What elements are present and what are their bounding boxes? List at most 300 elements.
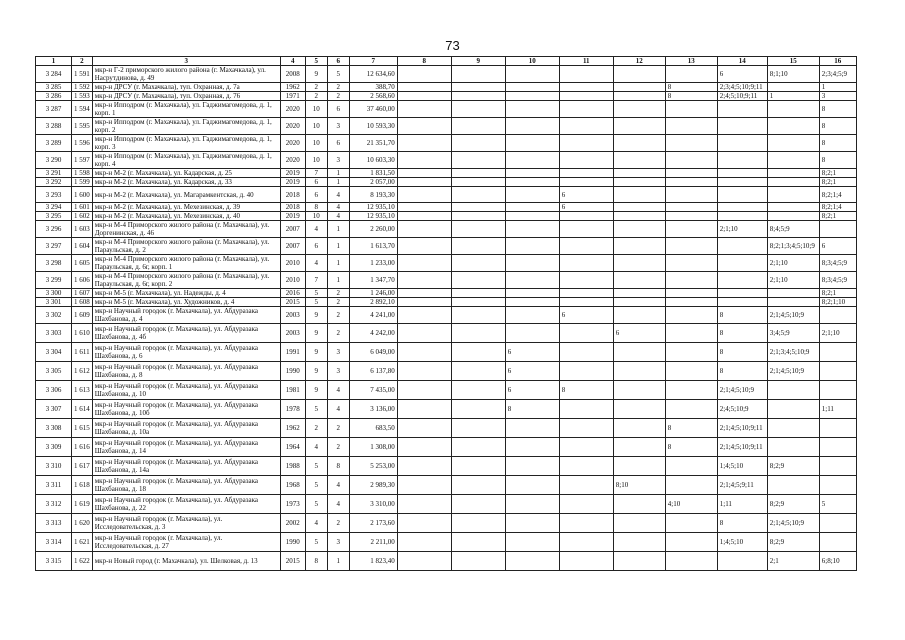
table-cell-c2: 1 603 xyxy=(72,221,93,238)
table-cell-c4: 1990 xyxy=(280,533,305,552)
table-cell-c13 xyxy=(665,298,717,307)
table-cell-c15: 2;1;3;4;5;10;9 xyxy=(767,343,819,362)
table-cell-c7: 2 989,30 xyxy=(349,476,397,495)
table-cell-c2: 1 594 xyxy=(72,101,93,118)
table-cell-c13 xyxy=(665,66,717,83)
table-row xyxy=(36,400,857,419)
table-cell-c11 xyxy=(559,221,613,238)
table-cell-c10 xyxy=(505,66,559,83)
table-cell-c3: мкр-н М-4 Приморского жилого района (г. Махачкала), ул. Параульская, д. 6г, корп. 1 xyxy=(92,255,280,272)
table-row xyxy=(36,118,857,135)
table-cell-c7: 3 136,00 xyxy=(349,400,397,419)
table-cell-c8 xyxy=(397,212,451,221)
table-cell-c8 xyxy=(397,495,451,514)
table-cell-c10 xyxy=(505,438,559,457)
table-cell-c6: 4 xyxy=(327,187,349,203)
table-cell-c4: 1964 xyxy=(280,438,305,457)
table-cell-c7: 2 173,60 xyxy=(349,514,397,533)
table-cell-c16 xyxy=(819,533,856,552)
table-cell-c5: 8 xyxy=(305,552,327,571)
table-cell-c12 xyxy=(613,419,665,438)
table-cell-c3: мкр-н Научный городок (г. Махачкала), ул. Абдуразака Шахбанова, д. 4б xyxy=(92,324,280,343)
table-cell-c9 xyxy=(451,135,505,152)
table-cell-c3: мкр-н ДРСУ (г. Махачкала), туп. Охранная, д. 7а xyxy=(92,83,280,92)
table-cell-c2: 1 597 xyxy=(72,152,93,169)
table-cell-c10 xyxy=(505,419,559,438)
table-cell-c8 xyxy=(397,66,451,83)
table-cell-c10 xyxy=(505,552,559,571)
table-cell-c9 xyxy=(451,169,505,178)
table-cell-c6: 2 xyxy=(327,92,349,101)
table-cell-c15 xyxy=(767,203,819,212)
table-cell-c8 xyxy=(397,400,451,419)
table-cell-c2: 1 611 xyxy=(72,343,93,362)
table-cell-c8 xyxy=(397,203,451,212)
table-cell-c4: 2003 xyxy=(280,307,305,324)
table-cell-c12 xyxy=(613,135,665,152)
table-cell-c8 xyxy=(397,324,451,343)
table-cell-c10 xyxy=(505,289,559,298)
table-cell-c16 xyxy=(819,362,856,381)
table-cell-c1: 3 312 xyxy=(36,495,72,514)
table-cell-c7: 10 593,30 xyxy=(349,118,397,135)
table-cell-c13 xyxy=(665,514,717,533)
table-cell-c16: 3 xyxy=(819,92,856,101)
table-cell-c14 xyxy=(717,552,767,571)
table-cell-c16: 8 xyxy=(819,152,856,169)
table-cell-c6: 8 xyxy=(327,457,349,476)
table-cell-c8 xyxy=(397,381,451,400)
table-cell-c13 xyxy=(665,152,717,169)
table-cell-c13 xyxy=(665,343,717,362)
table-cell-c11 xyxy=(559,272,613,289)
table-row xyxy=(36,419,857,438)
table-cell-c13 xyxy=(665,212,717,221)
table-cell-c14: 8 xyxy=(717,362,767,381)
table-cell-c3: мкр-н Научный городок (г. Махачкала), ул. Абдуразака Шахбанова, д. 8 xyxy=(92,362,280,381)
table-cell-c3: мкр-н ДРСУ (г. Махачкала), туп. Охранная, д. 76 xyxy=(92,92,280,101)
table-cell-c4: 2002 xyxy=(280,514,305,533)
table-cell-c4: 2010 xyxy=(280,272,305,289)
table-cell-c7: 37 460,00 xyxy=(349,101,397,118)
table-cell-c10 xyxy=(505,118,559,135)
table-cell-c1: 3 295 xyxy=(36,212,72,221)
table-cell-c9 xyxy=(451,324,505,343)
page-number: 73 xyxy=(445,38,460,53)
table-cell-c11 xyxy=(559,238,613,255)
table-cell-c4: 2010 xyxy=(280,255,305,272)
table-row xyxy=(36,381,857,400)
table-cell-c13: 8 xyxy=(665,419,717,438)
table-cell-c9 xyxy=(451,118,505,135)
table-cell-c14 xyxy=(717,135,767,152)
table-cell-c11 xyxy=(559,438,613,457)
column-header: 12 xyxy=(613,57,665,66)
table-cell-c16: 1 xyxy=(819,83,856,92)
table-cell-c5: 4 xyxy=(305,438,327,457)
table-cell-c9 xyxy=(451,495,505,514)
table-cell-c1: 3 290 xyxy=(36,152,72,169)
table-cell-c8 xyxy=(397,135,451,152)
column-header: 2 xyxy=(72,57,93,66)
table-cell-c6: 1 xyxy=(327,255,349,272)
table-row xyxy=(36,221,857,238)
table-cell-c7: 2 057,00 xyxy=(349,178,397,187)
table-cell-c15 xyxy=(767,178,819,187)
table-cell-c3: мкр-н М-2 (г. Махачкала), ул. Мехезинская, д. 39 xyxy=(92,203,280,212)
table-cell-c6: 2 xyxy=(327,419,349,438)
table-cell-c6: 1 xyxy=(327,221,349,238)
column-header: 6 xyxy=(327,57,349,66)
table-cell-c11 xyxy=(559,101,613,118)
table-cell-c10 xyxy=(505,135,559,152)
column-header: 8 xyxy=(397,57,451,66)
table-cell-c11 xyxy=(559,419,613,438)
table-cell-c5: 5 xyxy=(305,495,327,514)
table-cell-c16: 8;2;1;10 xyxy=(819,298,856,307)
table-cell-c6: 4 xyxy=(327,203,349,212)
table-cell-c4: 2020 xyxy=(280,118,305,135)
table-cell-c5: 6 xyxy=(305,187,327,203)
table-cell-c4: 2020 xyxy=(280,152,305,169)
table-cell-c12 xyxy=(613,169,665,178)
table-cell-c6: 6 xyxy=(327,101,349,118)
table-cell-c11 xyxy=(559,178,613,187)
table-cell-c5: 2 xyxy=(305,419,327,438)
table-cell-c2: 1 620 xyxy=(72,514,93,533)
table-cell-c15 xyxy=(767,476,819,495)
table-cell-c13 xyxy=(665,255,717,272)
table-cell-c10 xyxy=(505,178,559,187)
table-cell-c4: 1971 xyxy=(280,92,305,101)
table-cell-c8 xyxy=(397,514,451,533)
table-cell-c9 xyxy=(451,83,505,92)
table-row xyxy=(36,238,857,255)
table-cell-c7: 3 310,00 xyxy=(349,495,397,514)
table-cell-c10 xyxy=(505,307,559,324)
table-cell-c1: 3 294 xyxy=(36,203,72,212)
table-cell-c16 xyxy=(819,419,856,438)
table-cell-c11 xyxy=(559,476,613,495)
table-cell-c12 xyxy=(613,307,665,324)
table-cell-c5: 5 xyxy=(305,289,327,298)
table-cell-c1: 3 293 xyxy=(36,187,72,203)
table-cell-c12 xyxy=(613,400,665,419)
table-cell-c6: 6 xyxy=(327,135,349,152)
table-cell-c13 xyxy=(665,169,717,178)
table-cell-c8 xyxy=(397,457,451,476)
table-cell-c13 xyxy=(665,400,717,419)
column-header: 5 xyxy=(305,57,327,66)
table-cell-c15 xyxy=(767,83,819,92)
table-cell-c16: 6;8;10 xyxy=(819,552,856,571)
column-header: 1 xyxy=(36,57,72,66)
column-header: 11 xyxy=(559,57,613,66)
table-cell-c8 xyxy=(397,169,451,178)
table-cell-c9 xyxy=(451,533,505,552)
table-cell-c14 xyxy=(717,169,767,178)
table-cell-c7: 2 260,00 xyxy=(349,221,397,238)
table-cell-c12 xyxy=(613,212,665,221)
table-cell-c9 xyxy=(451,438,505,457)
table-cell-c1: 3 307 xyxy=(36,400,72,419)
table-cell-c13 xyxy=(665,324,717,343)
column-header: 14 xyxy=(717,57,767,66)
table-cell-c12 xyxy=(613,343,665,362)
table-cell-c11 xyxy=(559,152,613,169)
table-cell-c8 xyxy=(397,533,451,552)
table-cell-c11: 8 xyxy=(559,381,613,400)
table-cell-c5: 2 xyxy=(305,92,327,101)
table-cell-c2: 1 619 xyxy=(72,495,93,514)
table-cell-c13: 8 xyxy=(665,438,717,457)
table-cell-c3: мкр-н Г-2 приморского жилого района (г. Махачкала), ул. Насрутдинова, д. 49 xyxy=(92,66,280,83)
table-cell-c8 xyxy=(397,272,451,289)
table-cell-c12 xyxy=(613,362,665,381)
table-cell-c5: 10 xyxy=(305,101,327,118)
table-cell-c15 xyxy=(767,400,819,419)
table-row xyxy=(36,203,857,212)
table-cell-c14 xyxy=(717,289,767,298)
table-cell-c8 xyxy=(397,438,451,457)
table-cell-c11 xyxy=(559,135,613,152)
table-cell-c6: 2 xyxy=(327,307,349,324)
table-cell-c3: мкр-н Научный городок (г. Махачкала), ул. Абдуразака Шахбанова, д. 18 xyxy=(92,476,280,495)
table-cell-c5: 10 xyxy=(305,135,327,152)
housing-register-table xyxy=(35,56,857,571)
table-cell-c15 xyxy=(767,152,819,169)
table-row xyxy=(36,343,857,362)
table-cell-c9 xyxy=(451,187,505,203)
table-cell-c4: 2020 xyxy=(280,101,305,118)
table-cell-c8 xyxy=(397,101,451,118)
table-cell-c16: 8;2;1 xyxy=(819,212,856,221)
table-cell-c12 xyxy=(613,533,665,552)
table-cell-c16: 1;11 xyxy=(819,400,856,419)
column-header: 13 xyxy=(665,57,717,66)
table-cell-c5: 9 xyxy=(305,324,327,343)
table-cell-c11 xyxy=(559,495,613,514)
table-cell-c2: 1 612 xyxy=(72,362,93,381)
table-cell-c13 xyxy=(665,238,717,255)
table-cell-c5: 4 xyxy=(305,221,327,238)
table-cell-c16: 8;2;1;4 xyxy=(819,187,856,203)
table-cell-c11 xyxy=(559,169,613,178)
table-cell-c15: 2;1;4;5;10;9 xyxy=(767,514,819,533)
table-cell-c3: мкр-н Научный городок (г. Махачкала), ул. Абдуразака Шахбанова, д. 14 xyxy=(92,438,280,457)
table-cell-c1: 3 296 xyxy=(36,221,72,238)
table-cell-c8 xyxy=(397,476,451,495)
table-cell-c11 xyxy=(559,92,613,101)
table-cell-c11: 6 xyxy=(559,203,613,212)
table-cell-c1: 3 303 xyxy=(36,324,72,343)
table-cell-c5: 5 xyxy=(305,533,327,552)
table-cell-c14 xyxy=(717,203,767,212)
table-cell-c6: 1 xyxy=(327,178,349,187)
table-cell-c13 xyxy=(665,533,717,552)
table-cell-c13: 4;10 xyxy=(665,495,717,514)
table-cell-c6: 1 xyxy=(327,238,349,255)
table-cell-c14 xyxy=(717,118,767,135)
table-cell-c11 xyxy=(559,533,613,552)
table-row xyxy=(36,476,857,495)
table-cell-c11 xyxy=(559,514,613,533)
table-cell-c9 xyxy=(451,66,505,83)
table-cell-c15 xyxy=(767,135,819,152)
table-cell-c11 xyxy=(559,212,613,221)
table-row xyxy=(36,514,857,533)
table-cell-c3: мкр-н Научный городок (г. Махачкала), ул. Исследовательская, д. 27 xyxy=(92,533,280,552)
table-cell-c12 xyxy=(613,495,665,514)
table-cell-c16: 8;2;1 xyxy=(819,289,856,298)
table-cell-c1: 3 311 xyxy=(36,476,72,495)
table-cell-c14: 8 xyxy=(717,343,767,362)
table-cell-c8 xyxy=(397,152,451,169)
table-cell-c13 xyxy=(665,118,717,135)
table-cell-c10 xyxy=(505,495,559,514)
table-cell-c7: 1 613,70 xyxy=(349,238,397,255)
table-cell-c11 xyxy=(559,552,613,571)
table-cell-c12 xyxy=(613,381,665,400)
header-row xyxy=(36,57,857,66)
table-cell-c2: 1 621 xyxy=(72,533,93,552)
table-cell-c15 xyxy=(767,118,819,135)
table-cell-c9 xyxy=(451,221,505,238)
table-cell-c7: 21 351,70 xyxy=(349,135,397,152)
table-cell-c2: 1 604 xyxy=(72,238,93,255)
table-cell-c2: 1 610 xyxy=(72,324,93,343)
table-cell-c9 xyxy=(451,343,505,362)
table-cell-c10 xyxy=(505,83,559,92)
table-cell-c5: 4 xyxy=(305,255,327,272)
column-header: 9 xyxy=(451,57,505,66)
table-cell-c13 xyxy=(665,178,717,187)
table-cell-c1: 3 314 xyxy=(36,533,72,552)
table-cell-c10 xyxy=(505,272,559,289)
table-cell-c8 xyxy=(397,289,451,298)
table-cell-c2: 1 608 xyxy=(72,298,93,307)
table-cell-c7: 10 603,30 xyxy=(349,152,397,169)
table-cell-c16 xyxy=(819,514,856,533)
table-row xyxy=(36,92,857,101)
table-cell-c13 xyxy=(665,272,717,289)
table-cell-c16: 8 xyxy=(819,101,856,118)
table-cell-c16: 8 xyxy=(819,118,856,135)
table-cell-c13 xyxy=(665,457,717,476)
table-cell-c7: 1 246,00 xyxy=(349,289,397,298)
table-cell-c16: 8;2;1;4 xyxy=(819,203,856,212)
table-cell-c10 xyxy=(505,514,559,533)
table-cell-c6: 4 xyxy=(327,495,349,514)
table-cell-c1: 3 310 xyxy=(36,457,72,476)
table-cell-c16: 6 xyxy=(819,238,856,255)
table-cell-c9 xyxy=(451,298,505,307)
table-cell-c12 xyxy=(613,66,665,83)
table-cell-c14: 8 xyxy=(717,514,767,533)
table-cell-c12 xyxy=(613,255,665,272)
table-cell-c14: 1;4;5;10 xyxy=(717,457,767,476)
table-cell-c2: 1 606 xyxy=(72,272,93,289)
table-cell-c11 xyxy=(559,457,613,476)
table-cell-c8 xyxy=(397,255,451,272)
table-cell-c7: 1 823,40 xyxy=(349,552,397,571)
table-cell-c2: 1 616 xyxy=(72,438,93,457)
table-cell-c16: 8;2;1 xyxy=(819,178,856,187)
table-cell-c15: 2;1;4;5;10;9 xyxy=(767,307,819,324)
table-cell-c2: 1 622 xyxy=(72,552,93,571)
table-cell-c1: 3 304 xyxy=(36,343,72,362)
table-cell-c7: 1 347,70 xyxy=(349,272,397,289)
table-cell-c3: мкр-н М-2 (г. Махачкала), ул. Кадарская, д. 25 xyxy=(92,169,280,178)
table-cell-c3: мкр-н М-2 (г. Махачкала), ул. Мехезинская, д. 40 xyxy=(92,212,280,221)
table-cell-c2: 1 613 xyxy=(72,381,93,400)
table-cell-c6: 4 xyxy=(327,476,349,495)
table-cell-c16: 2;1;10 xyxy=(819,324,856,343)
table-cell-c2: 1 617 xyxy=(72,457,93,476)
table-cell-c14 xyxy=(717,152,767,169)
table-cell-c6: 3 xyxy=(327,533,349,552)
table-cell-c7: 1 831,50 xyxy=(349,169,397,178)
table-cell-c4: 1962 xyxy=(280,419,305,438)
table-cell-c1: 3 309 xyxy=(36,438,72,457)
table-cell-c12 xyxy=(613,118,665,135)
table-cell-c6: 3 xyxy=(327,362,349,381)
table-cell-c16: 8;2;1 xyxy=(819,169,856,178)
table-cell-c16 xyxy=(819,343,856,362)
table-cell-c14: 2;3;4;5;10;9;11 xyxy=(717,83,767,92)
table-cell-c12 xyxy=(613,203,665,212)
table-cell-c3: мкр-н М-4 Приморского жилого района (г. Махачкала), ул. Доргенинская, д. 46 xyxy=(92,221,280,238)
table-cell-c7: 683,50 xyxy=(349,419,397,438)
table-cell-c5: 9 xyxy=(305,307,327,324)
table-cell-c9 xyxy=(451,476,505,495)
table-cell-c9 xyxy=(451,381,505,400)
table-cell-c10 xyxy=(505,324,559,343)
table-cell-c6: 3 xyxy=(327,343,349,362)
table-cell-c12 xyxy=(613,92,665,101)
table-cell-c5: 4 xyxy=(305,514,327,533)
table-cell-c1: 3 306 xyxy=(36,381,72,400)
table-cell-c5: 10 xyxy=(305,212,327,221)
table-cell-c2: 1 596 xyxy=(72,135,93,152)
table-cell-c3: мкр-н Научный городок (г. Махачкала), ул. Абдуразака Шахбанова, д. 4 xyxy=(92,307,280,324)
table-cell-c2: 1 605 xyxy=(72,255,93,272)
table-cell-c7: 8 193,30 xyxy=(349,187,397,203)
table-cell-c11: 6 xyxy=(559,187,613,203)
table-cell-c12: 8;10 xyxy=(613,476,665,495)
table-cell-c13: 8 xyxy=(665,92,717,101)
table-cell-c10 xyxy=(505,221,559,238)
table-cell-c14 xyxy=(717,298,767,307)
table-cell-c15: 2;1 xyxy=(767,552,819,571)
table-cell-c5: 8 xyxy=(305,203,327,212)
table-cell-c9 xyxy=(451,152,505,169)
table-cell-c14 xyxy=(717,101,767,118)
table-cell-c1: 3 287 xyxy=(36,101,72,118)
table-cell-c10 xyxy=(505,533,559,552)
table-cell-c1: 3 292 xyxy=(36,178,72,187)
table-cell-c9 xyxy=(451,514,505,533)
table-row xyxy=(36,495,857,514)
column-header: 3 xyxy=(92,57,280,66)
table-cell-c14: 8 xyxy=(717,324,767,343)
table-cell-c10 xyxy=(505,101,559,118)
table-cell-c1: 3 291 xyxy=(36,169,72,178)
table-cell-c16 xyxy=(819,307,856,324)
table-cell-c3: мкр-н М-5 (г. Махачкала), ул. Надежды, д. 4 xyxy=(92,289,280,298)
table-cell-c1: 3 286 xyxy=(36,92,72,101)
table-cell-c15: 1 xyxy=(767,92,819,101)
